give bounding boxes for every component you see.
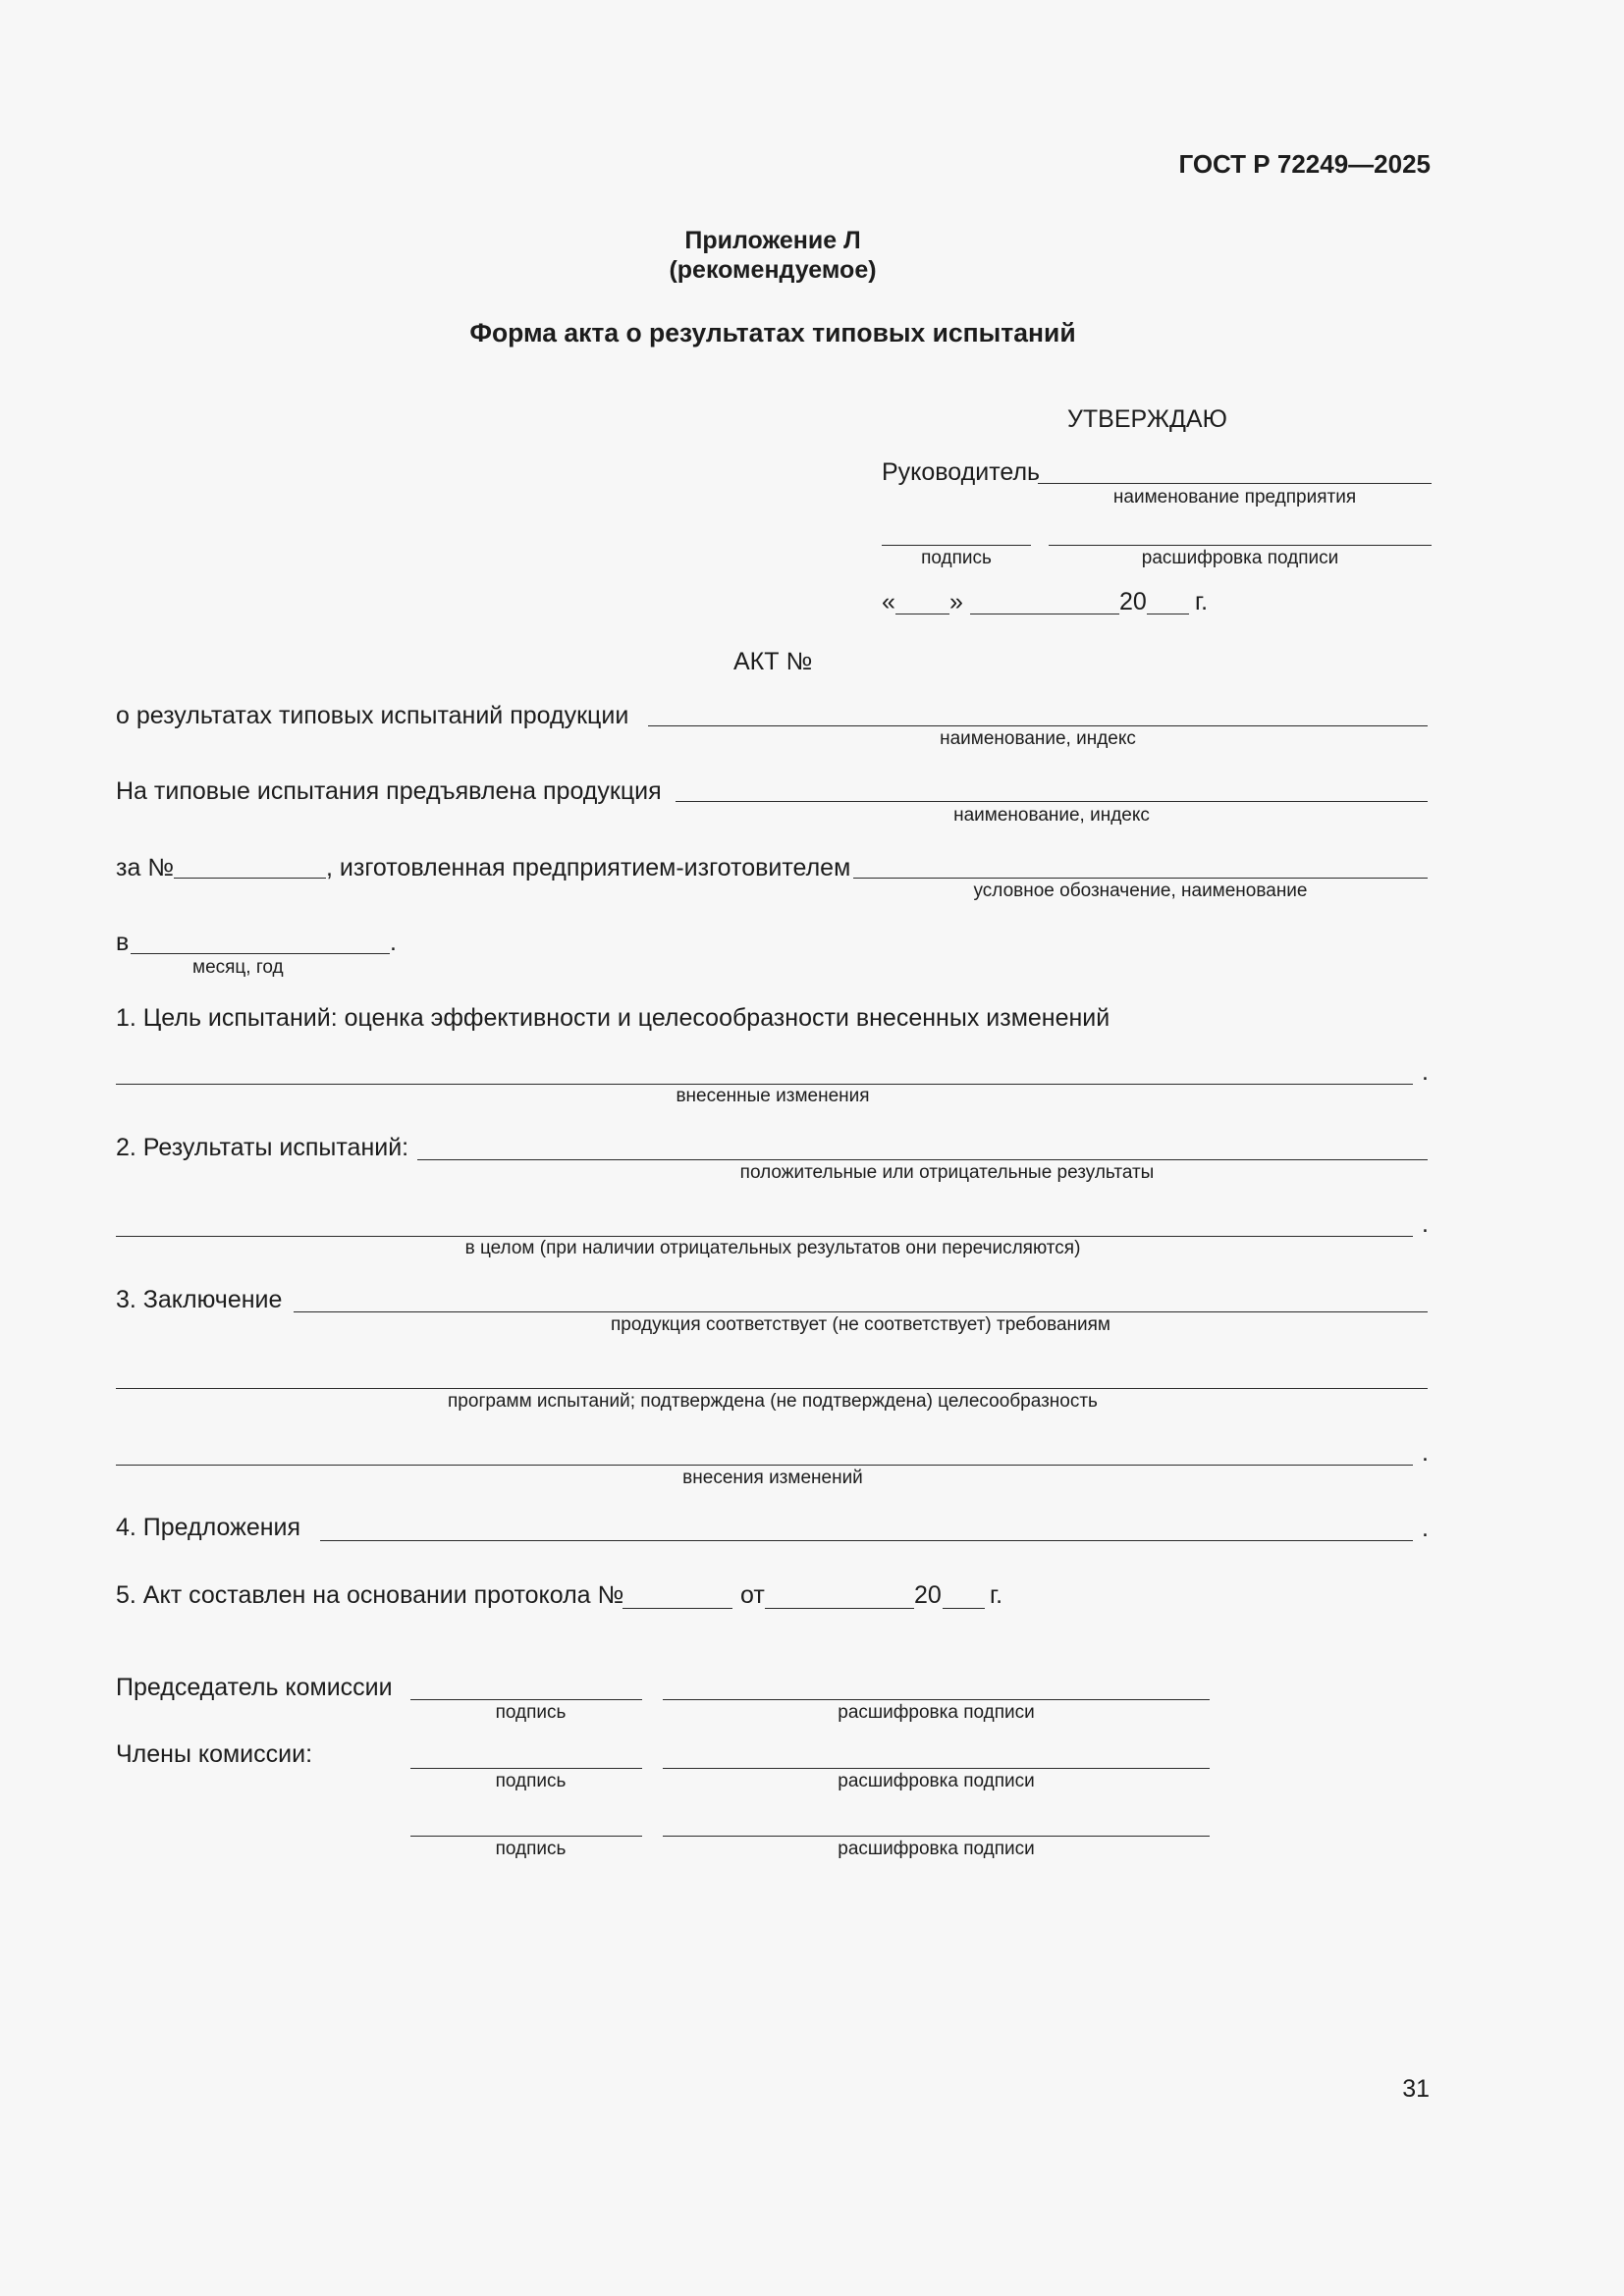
conclusion-field-3[interactable] (116, 1465, 1413, 1466)
changes-field[interactable] (116, 1084, 1413, 1085)
member-1-decode-field[interactable] (663, 1768, 1210, 1769)
product-number-field[interactable] (174, 878, 326, 879)
appendix-title: Приложение Л (684, 227, 861, 254)
month-year-field[interactable] (131, 953, 390, 954)
chairman-signature-field[interactable] (410, 1699, 642, 1700)
appendix-status: (рекомендуемое) (669, 256, 877, 284)
member-2-decode-caption: расшифровка подписи (838, 1839, 1035, 1859)
chairman-decode-field[interactable] (663, 1699, 1210, 1700)
approval-decode-caption: расшифровка подписи (1141, 548, 1339, 568)
caption-conclusion-2: программ испытаний; подтверждена (не подтверждена) целесообразность (448, 1391, 1098, 1412)
enterprise-name-field[interactable] (1038, 483, 1432, 484)
results-field-1[interactable] (417, 1159, 1428, 1160)
act-title: АКТ № (733, 648, 813, 675)
approval-signature-caption: подпись (921, 548, 992, 568)
changes-dot: . (1422, 1058, 1429, 1086)
caption-month-year: месяц, год (192, 957, 284, 978)
caption-results-2: в целом (при наличии отрицательных результатов они перечисляются) (464, 1238, 1081, 1258)
approval-year-suffix: г. (1195, 588, 1209, 615)
caption-symbol-name: условное обозначение, наименование (973, 881, 1308, 901)
section-4-label: 4. Предложения (116, 1514, 301, 1541)
member-1-signature-caption: подпись (495, 1771, 567, 1791)
act-results-label: о результатах типовых испытаний продукции (116, 702, 629, 729)
section-2-label: 2. Результаты испытаний: (116, 1134, 409, 1161)
page-number: 31 (1402, 2075, 1430, 2103)
member-1-signature-field[interactable] (410, 1768, 642, 1769)
caption-name-index-1: наименование, индекс (940, 728, 1136, 749)
member-2-decode-field[interactable] (663, 1836, 1210, 1837)
approval-year-prefix: 20 (1119, 588, 1147, 615)
caption-conclusion-3: внесения изменений (682, 1468, 863, 1488)
results-dot: . (1422, 1210, 1429, 1238)
caption-results-1: положительные или отрицательные результаты (739, 1162, 1155, 1183)
quote-open: « (882, 588, 895, 615)
conclusion-field-2[interactable] (116, 1388, 1428, 1389)
product-presented-field[interactable] (676, 801, 1428, 802)
form-title: Форма акта о результатах типовых испытаний (469, 318, 1076, 347)
approval-signature-field[interactable] (882, 545, 1031, 546)
standard-number: ГОСТ Р 72249—2025 (1178, 149, 1431, 179)
act-in-label: в (116, 929, 130, 956)
proposals-dot: . (1422, 1515, 1429, 1542)
approval-decode-field[interactable] (1049, 545, 1432, 546)
conclusion-field-1[interactable] (294, 1311, 1428, 1312)
caption-name-index-2: наименование, индекс (953, 805, 1150, 826)
conclusion-dot: . (1422, 1439, 1429, 1467)
section-5-from: от (740, 1581, 765, 1609)
member-2-signature-caption: подпись (495, 1839, 567, 1859)
section-1-text: 1. Цель испытаний: оценка эффективности и целесообразности внесенных изменений (116, 1004, 1110, 1032)
manufacturer-field[interactable] (853, 878, 1428, 879)
section-5-suffix: г. (990, 1581, 1003, 1609)
protocol-date-field[interactable] (765, 1608, 914, 1609)
caption-changes: внесенные изменения (676, 1086, 870, 1106)
enterprise-caption: наименование предприятия (1112, 487, 1357, 507)
approve-label: УТВЕРЖДАЮ (1067, 405, 1227, 433)
protocol-year-field[interactable] (943, 1608, 985, 1609)
member-1-decode-caption: расшифровка подписи (838, 1771, 1035, 1791)
member-2-signature-field[interactable] (410, 1836, 642, 1837)
month-year-dot: . (390, 929, 397, 956)
chairman-signature-caption: подпись (495, 1702, 567, 1723)
section-3-label: 3. Заключение (116, 1286, 283, 1313)
proposals-field[interactable] (320, 1540, 1413, 1541)
section-5-year-prefix: 20 (914, 1581, 942, 1609)
section-5-prefix: 5. Акт составлен на основании протокола № (116, 1581, 624, 1609)
results-field-2[interactable] (116, 1236, 1413, 1237)
protocol-number-field[interactable] (623, 1608, 732, 1609)
quote-close: » (949, 588, 963, 615)
product-results-field[interactable] (648, 725, 1428, 726)
chairman-label: Председатель комиссии (116, 1674, 393, 1701)
chairman-decode-caption: расшифровка подписи (838, 1702, 1035, 1723)
caption-conclusion-1: продукция соответствует (не соответствует) требованиям (611, 1314, 1110, 1335)
act-presented-label: На типовые испытания предъявлена продукция (116, 777, 662, 805)
members-label: Члены комиссии: (116, 1740, 313, 1768)
head-label: Руководитель (882, 458, 1041, 486)
act-for-no-label: за № (116, 854, 175, 881)
act-manufactured-label: , изготовленная предприятием-изготовителем (326, 854, 851, 881)
